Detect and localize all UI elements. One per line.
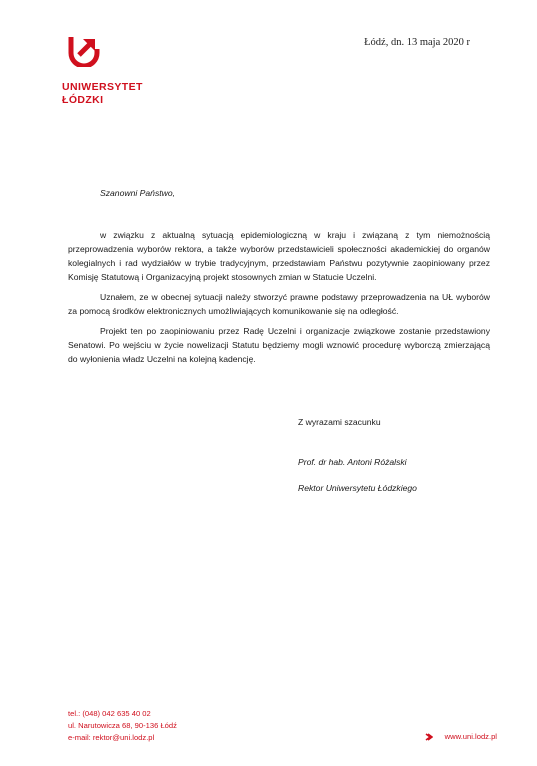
- logo-line-1: UNIWERSYTET: [62, 81, 143, 93]
- paragraph: Projekt ten po zaopiniowaniu przez Radę Uczelni i organizacje związkowe zostanie przedstawiony Senatowi. Po wejściu w życie nowelizacji Statutu będziemy mogli wznowić procedurę wyborczą zmierzającą do wyłonienia władz Uczelni na kolejną kadencję.: [68, 326, 490, 364]
- footer-address: ul. Narutowicza 68, 90-136 Łódź: [68, 721, 177, 730]
- logo-wordmark: [62, 81, 143, 107]
- footer-contact: [68, 708, 177, 744]
- arrow-right-icon: [425, 733, 433, 741]
- paragraph: w związku z aktualną sytuacją epidemiologiczną w kraju i związaną z tym niemożnością przeprowadzenia wyborów rektora, a także wyborów przedstawicieli społeczności akademickiej do organów kolegialnych i rad wydziałów w trybie tradycyjnym, przedstawiam Państwu pozytywnie zaopiniowany przez Komisję Statutową i Organizacyjną projekt stosownych zmian w Statucie Uczelni.: [68, 230, 490, 282]
- website-link[interactable]: www.uni.lodz.pl: [444, 732, 497, 741]
- signer-name: Prof. dr hab. Antoni Różalski: [298, 457, 407, 467]
- footer-phone: tel.: (048) 042 635 40 02: [68, 709, 151, 718]
- arrow-up-right-in-u-icon: [67, 33, 101, 67]
- closing-phrase: Z wyrazami szacunku: [298, 417, 381, 427]
- logo-line-2: ŁÓDZKI: [62, 94, 104, 106]
- letter-date: Łódź, dn. 13 maja 2020 r: [364, 37, 470, 48]
- signer-title: Rektor Uniwersytetu Łódzkiego: [298, 483, 417, 493]
- letter-body: [68, 228, 490, 372]
- footer-email[interactable]: e-mail: rektor@uni.lodz.pl: [68, 733, 155, 742]
- footer-website[interactable]: [425, 732, 497, 741]
- paragraph: Uznałem, ze w obecnej sytuacji należy stworzyć prawne podstawy przeprowadzenia na UŁ wyborów za pomocą środków elektronicznych umożliwiających komunikowanie się na odległość.: [68, 292, 490, 316]
- salutation: Szanowni Państwo,: [100, 188, 175, 198]
